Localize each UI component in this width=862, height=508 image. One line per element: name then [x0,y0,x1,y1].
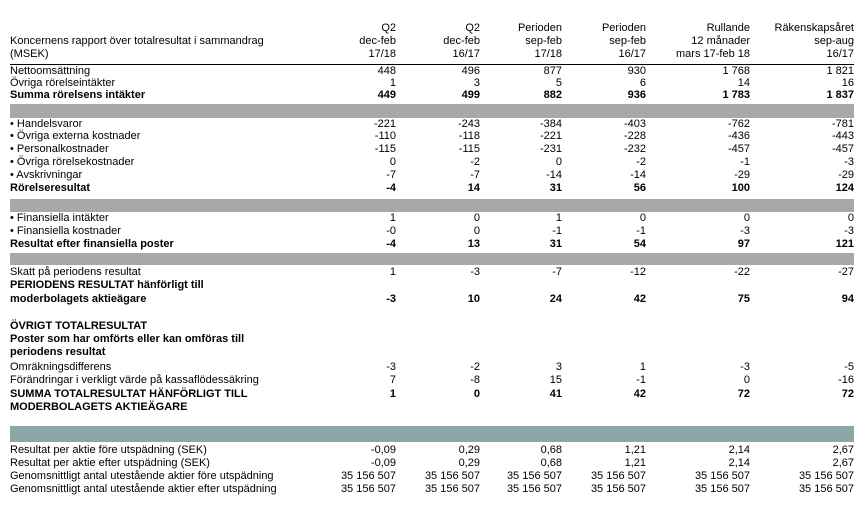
cell-value: -4 [386,182,396,194]
cell-value: -457 [831,143,854,155]
cell-value: -4 [386,238,396,250]
cell-value: 499 [461,89,480,101]
cell-value: 1 [389,77,396,89]
column-header-fiscal-year [750,22,854,61]
cell-value: 1 [389,212,396,224]
table-row [10,279,854,292]
table-row [10,182,854,195]
cell-value: 41 [549,388,562,400]
table-row [10,374,854,387]
cell-value: -228 [623,130,646,142]
cell-value: 0 [473,388,480,400]
cell-value: -115 [374,143,396,155]
row-label: PERIODENS RESULTAT hänförligt till [10,279,204,291]
cell-value: 35 156 507 [340,470,396,482]
cell-value: -3 [470,266,480,278]
report-title-line2: (MSEK) [10,48,49,60]
row-label: • Finansiella intäkter [10,212,109,224]
cell-value: -2 [636,156,646,168]
cell-value: -3 [740,225,750,237]
cell-value: -2 [470,361,480,373]
cell-value: 496 [461,65,480,77]
report-title [10,35,264,61]
cell-value: -1 [740,156,750,168]
cell-value: -12 [630,266,646,278]
table-row [10,238,854,251]
cell-value: 94 [841,293,854,305]
cell-value: 97 [737,238,750,250]
cell-value: -1 [636,374,646,386]
cell-value: 24 [549,293,562,305]
table-row [10,169,854,182]
cell-value: 31 [549,182,562,194]
cell-value: 7 [389,374,396,386]
cell-value: 72 [737,388,750,400]
row-label: Övriga rörelseintäkter [10,77,116,89]
cell-value: -7 [470,169,480,181]
row-label: • Handelsvaror [10,118,83,130]
row-label: Rörelseresultat [10,182,91,194]
table-row [10,130,854,143]
cell-value: -221 [373,118,396,130]
column-header-q2-1617 [396,22,480,61]
table-row [10,333,854,346]
row-label: Förändringar i verkligt värde på kassaflödessäkring [10,374,259,386]
row-label: Genomsnittligt antal utestående aktier före utspädning [10,470,274,482]
cell-value: 35 156 507 [798,483,854,495]
row-label: • Personalkostnader [10,143,109,155]
cell-value: -5 [844,361,854,373]
cell-value: 0 [389,156,396,168]
cell-value: 35 156 507 [590,470,646,482]
cell-value: -8 [470,374,480,386]
section-separator [10,253,854,265]
table-row [10,361,854,374]
cell-value: -384 [539,118,562,130]
cell-value: -781 [831,118,854,130]
cell-value: 877 [543,65,562,77]
cell-value: -14 [630,169,646,181]
cell-value: 31 [549,238,562,250]
cell-value: -29 [838,169,854,181]
cell-value: 75 [737,293,750,305]
cell-value: 35 156 507 [506,470,562,482]
cell-value: 1 [639,361,646,373]
cell-value: -403 [623,118,646,130]
cell-value: 930 [627,65,646,77]
cell-value: 121 [835,238,854,250]
cell-value: -221 [539,130,562,142]
column-header-line: Q2 [381,22,396,34]
cell-value: 42 [633,293,646,305]
table-header [10,22,854,68]
table-row [10,225,854,238]
cell-value: 3 [473,77,480,89]
column-header-line: mars 17-feb 18 [676,48,750,60]
cell-value: -29 [734,169,750,181]
cell-value: 14 [467,182,480,194]
report-title-line1: Koncernens rapport över totalresultat i sammandrag [10,35,264,47]
cell-value: -3 [386,361,396,373]
cell-value: -7 [552,266,562,278]
cell-value: 1 837 [826,89,854,101]
cell-value: 35 156 507 [798,470,854,482]
cell-value: 3 [555,361,562,373]
cell-value: 1 [555,212,562,224]
table-row [10,320,854,333]
row-label: Summa rörelsens intäkter [10,89,146,101]
column-header-line: dec-feb [359,35,396,47]
cell-value: -27 [838,266,854,278]
row-label: moderbolagets aktieägare [10,293,147,305]
table-row [10,266,854,279]
cell-value: -243 [457,118,480,130]
cell-value: -3 [740,361,750,373]
cell-value: 1 [389,388,396,400]
table-row [10,470,854,483]
cell-value: 0 [473,225,480,237]
section-separator [10,199,854,212]
cell-value: -443 [831,130,854,142]
row-label: Resultat per aktie efter utspädning (SEK) [10,457,210,469]
cell-value: 0 [743,212,750,224]
table-row [10,401,854,414]
cell-value: 1,21 [624,457,646,469]
column-header-line: sep-feb [525,35,562,47]
cell-value: -3 [386,293,396,305]
table-row [10,388,854,401]
column-header-q2-1718 [300,22,396,61]
cell-value: 42 [633,388,646,400]
table-row [10,89,854,102]
cell-value: 0 [743,374,750,386]
cell-value: 0,29 [458,444,480,456]
row-label: periodens resultat [10,346,106,358]
cell-value: 35 156 507 [424,483,480,495]
cell-value: -118 [458,130,480,142]
column-header-line: 16/17 [452,48,480,60]
row-label: Resultat per aktie före utspädning (SEK) [10,444,207,456]
column-header-line: Räkenskapsåret [774,22,854,34]
cell-value: -436 [727,130,750,142]
section-separator [10,426,854,442]
cell-value: 1 821 [826,65,854,77]
cell-value: 449 [377,89,396,101]
cell-value: -22 [734,266,750,278]
cell-value: -0,09 [370,444,396,456]
row-label: MODERBOLAGETS AKTIEÄGARE [10,401,188,413]
column-header-line: 16/17 [618,48,646,60]
cell-value: 1 783 [722,89,750,101]
cell-value: 54 [633,238,646,250]
cell-value: 56 [633,182,646,194]
cell-value: -2 [470,156,480,168]
cell-value: 5 [555,77,562,89]
table-row [10,457,854,470]
cell-value: -16 [838,374,854,386]
cell-value: 35 156 507 [694,483,750,495]
cell-value: 936 [627,89,646,101]
cell-value: -110 [374,130,396,142]
row-label: Omräkningsdifferens [10,361,112,373]
column-header-line: Q2 [465,22,480,34]
cell-value: 2,14 [728,457,750,469]
cell-value: 15 [549,374,562,386]
row-label: Resultat efter finansiella poster [10,238,174,250]
row-label: • Finansiella kostnader [10,225,121,237]
row-label: • Övriga rörelsekostnader [10,156,135,168]
column-header-line: sep-feb [609,35,646,47]
table-row [10,143,854,156]
column-header-line: sep-aug [814,35,854,47]
column-header-line: Perioden [601,22,646,34]
row-label: • Avskrivningar [10,169,83,181]
cell-value: 0 [473,212,480,224]
column-header-line: 16/17 [826,48,854,60]
row-label: Genomsnittligt antal utestående aktier efter utspädning [10,483,277,495]
cell-value: -0,09 [370,457,396,469]
row-label: • Övriga externa kostnader [10,130,141,142]
cell-value: 0,29 [458,457,480,469]
cell-value: 0 [639,212,646,224]
cell-value: 35 156 507 [506,483,562,495]
cell-value: 35 156 507 [340,483,396,495]
cell-value: 16 [841,77,854,89]
cell-value: 0 [555,156,562,168]
cell-value: 1 [389,266,396,278]
cell-value: -232 [623,143,646,155]
section-separator [10,104,854,118]
cell-value: 100 [731,182,750,194]
cell-value: -0 [386,225,396,237]
column-header-line: dec-feb [443,35,480,47]
cell-value: 1,21 [624,444,646,456]
cell-value: 0 [847,212,854,224]
cell-value: 10 [467,293,480,305]
cell-value: 2,67 [832,457,854,469]
cell-value: -3 [844,156,854,168]
table-row [10,156,854,169]
table-row [10,483,854,496]
table-row [10,293,854,306]
column-header-line: 17/18 [534,48,562,60]
table-row [10,444,854,457]
cell-value: 72 [841,388,854,400]
cell-value: 882 [543,89,562,101]
column-header-line: 12 månader [691,35,750,47]
cell-value: 0,68 [540,457,562,469]
cell-value: -7 [386,169,396,181]
cell-value: 2,14 [728,444,750,456]
table-row [10,346,854,359]
column-header-period-1617 [562,22,646,61]
column-header-line: Perioden [517,22,562,34]
cell-value: 35 156 507 [590,483,646,495]
row-label: SUMMA TOTALRESULTAT HÄNFÖRLIGT TILL [10,388,248,400]
table-row [10,212,854,225]
cell-value: 0,68 [540,444,562,456]
cell-value: -1 [636,225,646,237]
row-label: ÖVRIGT TOTALRESULTAT [10,320,148,332]
column-header-rolling [646,22,750,61]
cell-value: 35 156 507 [694,470,750,482]
column-header-line: 17/18 [368,48,396,60]
row-label: Nettoomsättning [10,65,91,77]
cell-value: 448 [377,65,396,77]
cell-value: -3 [844,225,854,237]
cell-value: 14 [737,77,750,89]
column-header-line: Rullande [706,22,750,34]
cell-value: 6 [639,77,646,89]
cell-value: 13 [467,238,480,250]
row-label: Poster som har omförts eller kan omföras till [10,333,245,345]
cell-value: 35 156 507 [424,470,480,482]
cell-value: 124 [835,182,854,194]
cell-value: -762 [727,118,750,130]
row-label: Skatt på periodens resultat [10,266,141,278]
cell-value: -231 [539,143,562,155]
cell-value: -14 [546,169,562,181]
cell-value: 2,67 [832,444,854,456]
cell-value: -115 [458,143,480,155]
column-header-period-1718 [480,22,562,61]
cell-value: 1 768 [722,65,750,77]
cell-value: -457 [727,143,750,155]
cell-value: -1 [552,225,562,237]
